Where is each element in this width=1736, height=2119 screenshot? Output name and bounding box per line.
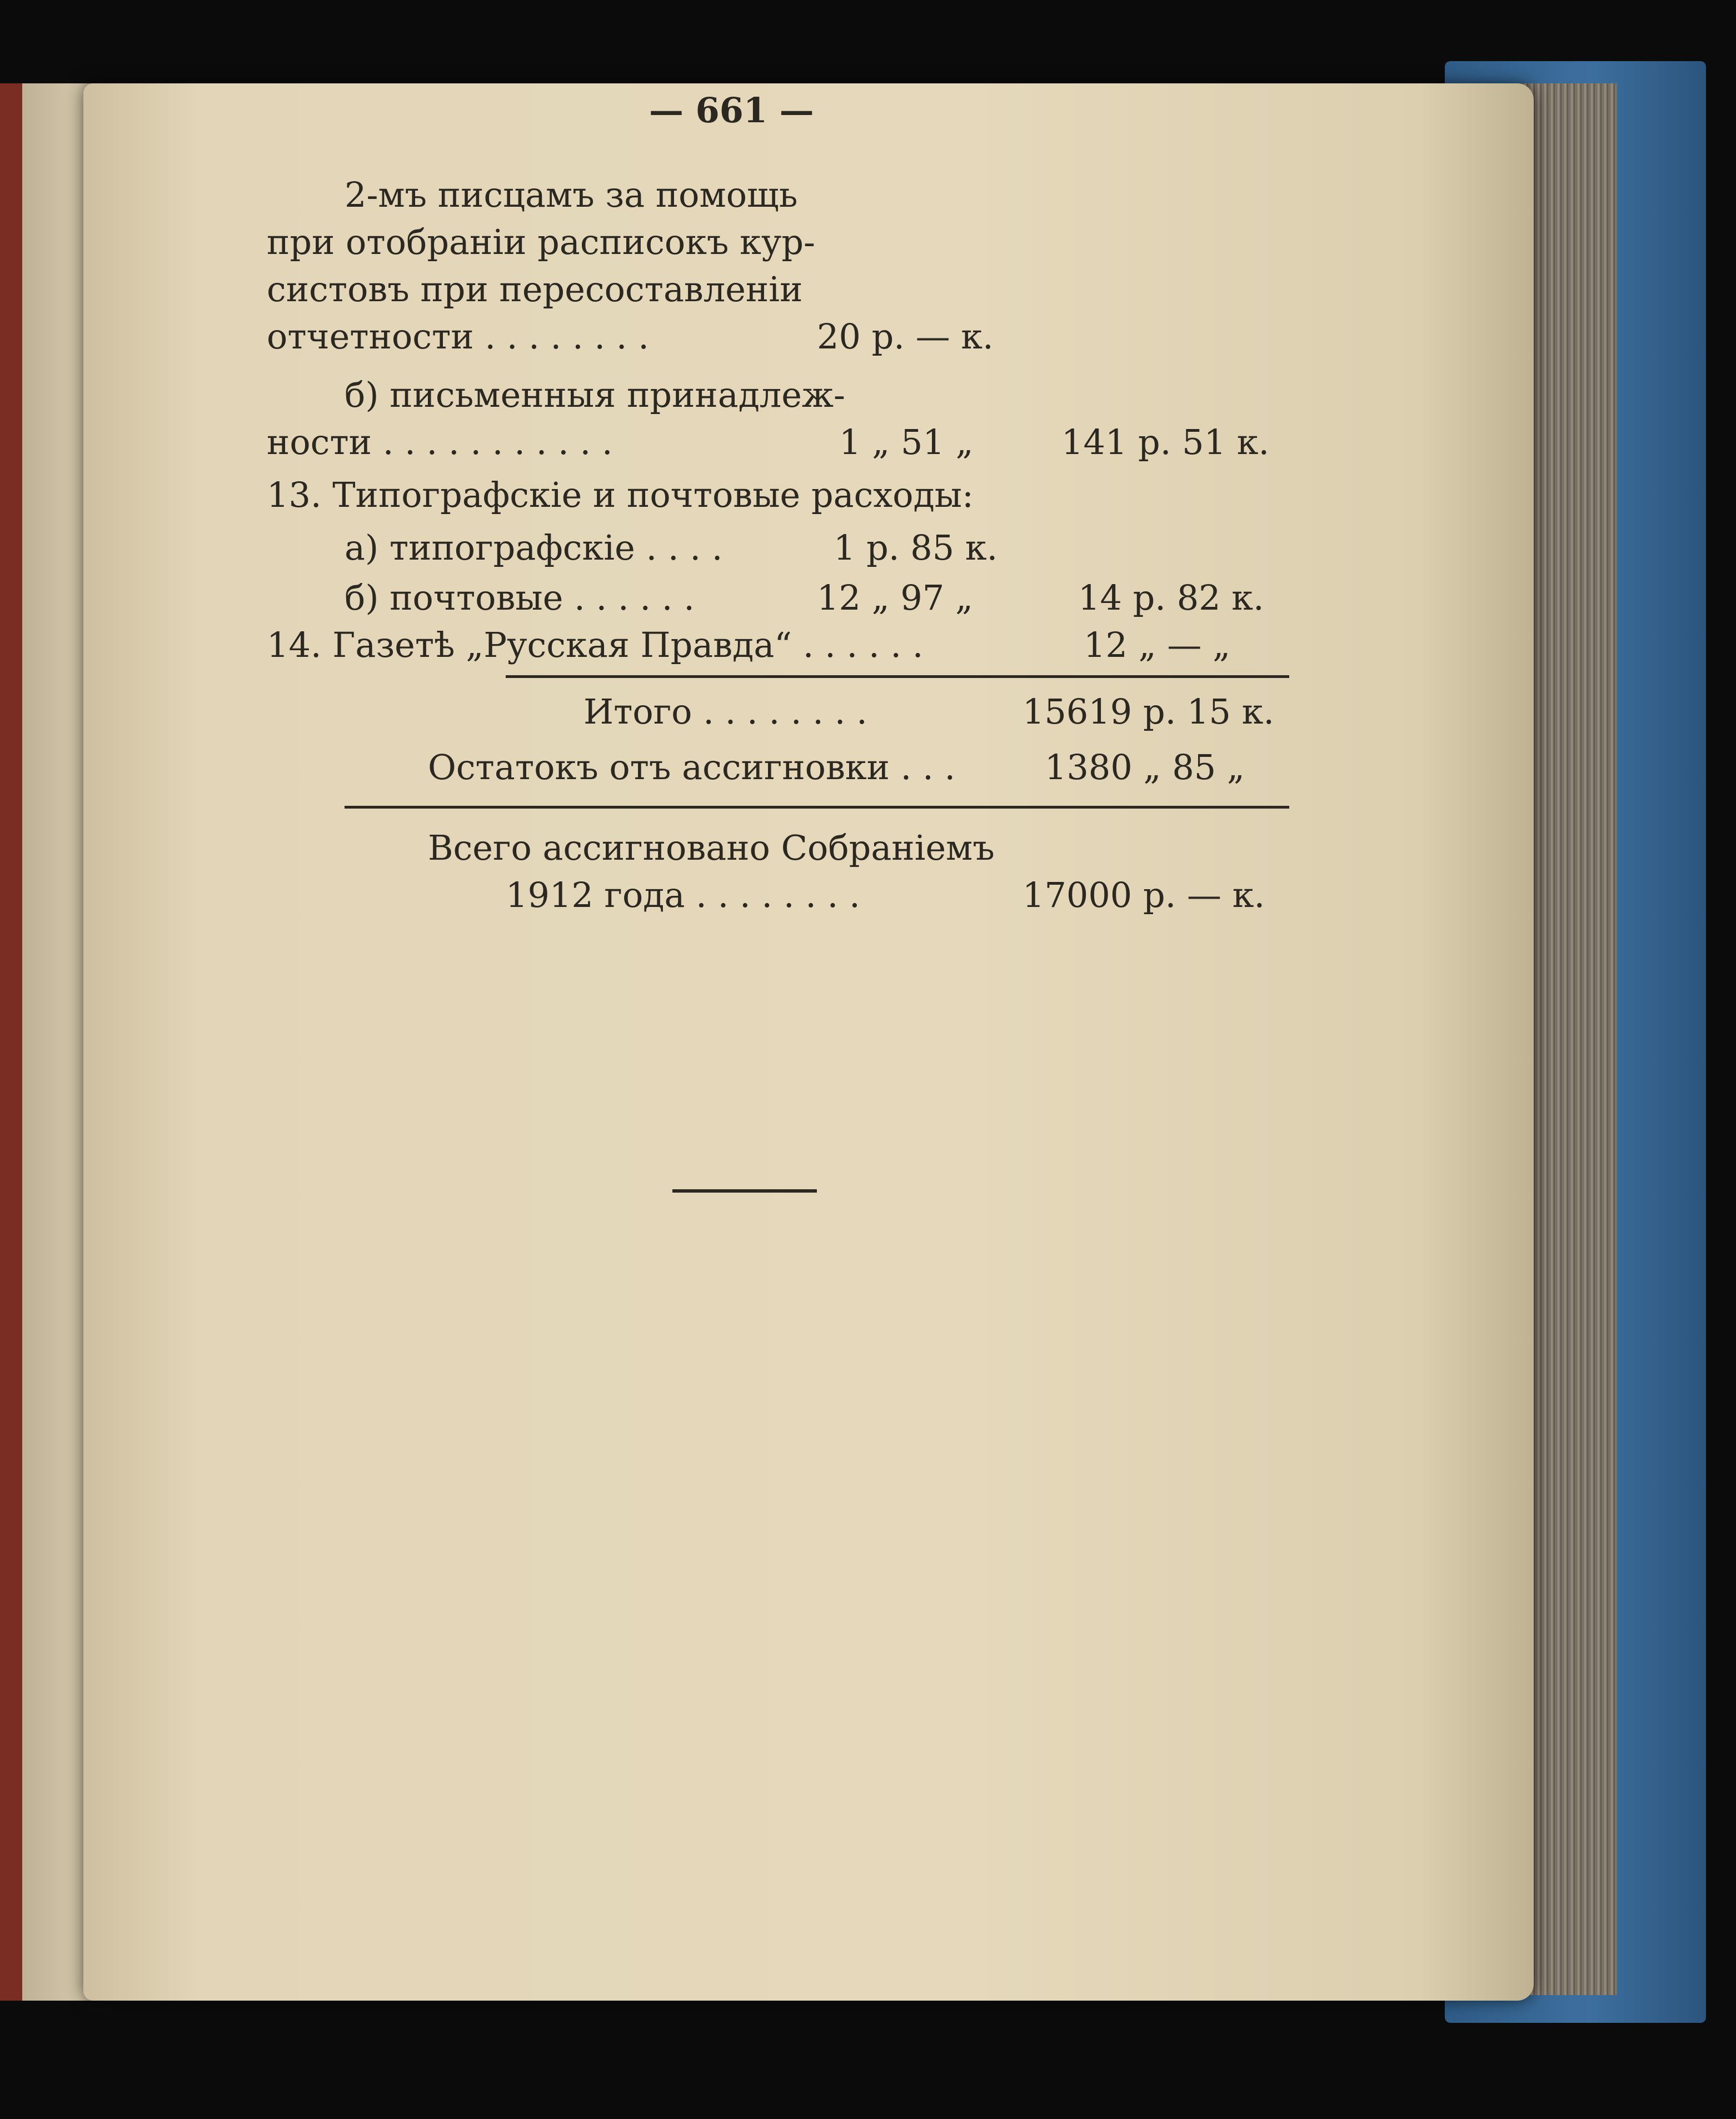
binding-edge	[0, 83, 22, 2001]
text-line: отчетности . . . . . . . .	[267, 316, 649, 357]
subtotal-value: 15619 р. 15 к.	[1022, 691, 1275, 732]
remainder-label: Остатокъ отъ ассигновки . . .	[428, 747, 956, 787]
text-line: Всего ассигновано Собраніемъ	[428, 827, 995, 868]
divider-rule	[506, 675, 1289, 678]
section-heading: 13. Типографскіе и почтовые расходы:	[267, 475, 974, 515]
book-page	[83, 83, 1534, 2001]
text-line: б) почтовые . . . . . .	[345, 577, 695, 618]
total: 12 „ — „	[1084, 625, 1231, 665]
remainder-value: 1380 „ 85 „	[1045, 747, 1245, 787]
amount: 20 р. — к.	[817, 316, 994, 357]
text-line: систовъ при пересоставленіи	[267, 269, 803, 310]
text-line: 14. Газетѣ „Русская Правда“ . . . . . .	[267, 625, 924, 665]
total: 141 р. 51 к.	[1061, 422, 1270, 462]
text-line: 2-мъ писцамъ за помощь	[345, 174, 798, 215]
text-line: а) типографскіе . . . .	[345, 527, 723, 568]
grand-total: 17000 р. — к.	[1022, 875, 1265, 915]
amount: 12 „ 97 „	[817, 577, 974, 618]
text-line: ности . . . . . . . . . . .	[267, 422, 613, 462]
total: 14 р. 82 к.	[1078, 577, 1264, 618]
text-line: 1912 года . . . . . . . .	[506, 875, 860, 915]
text-line: б) письменныя принадлеж-	[345, 375, 845, 415]
amount: 1 „ 51 „	[839, 422, 974, 462]
divider-rule	[345, 806, 1289, 809]
page-number: — 661 —	[649, 90, 814, 131]
subtotal-label: Итого . . . . . . . .	[583, 691, 867, 732]
text-line: при отобраніи расписокъ кур-	[267, 222, 816, 262]
amount: 1 р. 85 к.	[834, 527, 998, 568]
closing-rule	[672, 1189, 817, 1193]
